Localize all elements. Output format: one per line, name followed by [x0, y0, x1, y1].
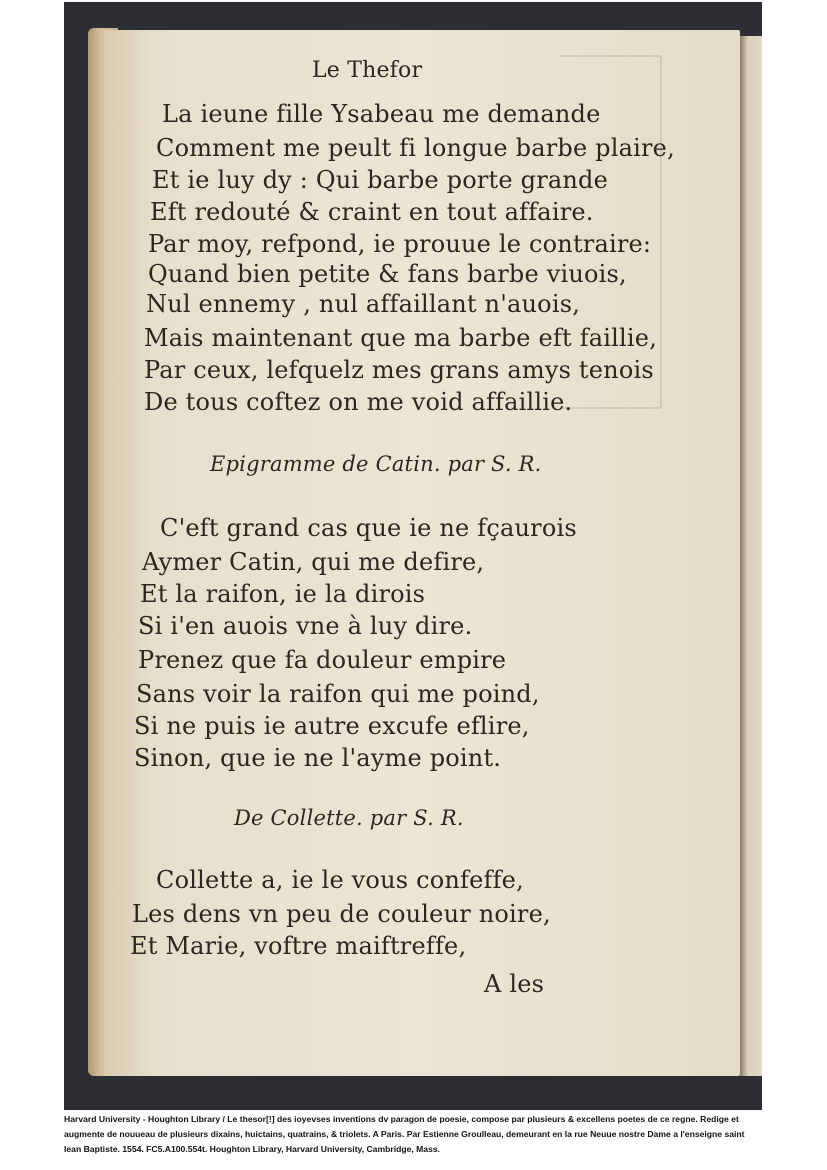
poem2-line: Sinon, que ie ne l'ayme point. [134, 744, 502, 772]
poem2-line: Si ne puis ie autre excufe eflire, [134, 712, 530, 740]
epigram-title-collette: De Collette. par S. R. [234, 806, 464, 830]
poem1-line: Par ceux, lefquelz mes grans amys tenois [144, 356, 654, 384]
running-head: Le Thefor [312, 58, 423, 83]
poem1-line: Nul ennemy , nul affaillant n'auois, [146, 290, 581, 318]
poem1-line: La ieune fille Ysabeau me demande [162, 100, 601, 128]
facing-page-edge [740, 36, 762, 1076]
poem2-line: C'eft grand cas que ie ne fçaurois [160, 514, 577, 542]
library-caption: Harvard University - Houghton Library / Le thesor[!] des ioyevses inventions dv paragon de poesie, compose par plusieurs & excellens poetes de ce regne. Redige et augmente de nouueau de plusieurs dixains, huictains, quatrains, & triolets. A Paris. Par Estienne Groulleau, demeurant en la rue Neuue nostre Dame a l'enseigne saint Iean Baptiste. 1554. FC5.A100.554t. Houghton Library, Harvard University, Cambridge, Mass. [64, 1114, 745, 1154]
poem2-line: Et la raifon, ie la dirois [140, 580, 426, 608]
poem1-line: Comment me peult fi longue barbe plaire, [156, 134, 675, 162]
poem2-line: Sans voir la raifon qui me poind, [136, 680, 540, 708]
catchword: A les [484, 970, 545, 998]
poem3-line: Les dens vn peu de couleur noire, [132, 900, 551, 928]
poem1-line: Mais maintenant que ma barbe eft faillie, [144, 324, 658, 352]
poem2-line: Prenez que fa douleur empire [138, 646, 507, 674]
poem1-line: De tous coftez on me void affaillie. [144, 388, 573, 416]
poem3-line: Collette a, ie le vous confeffe, [156, 866, 524, 894]
poem1-line: Eft redouté & craint en tout affaire. [150, 198, 594, 226]
poem3-line: Et Marie, voftre maiftreffe, [130, 932, 467, 960]
epigram-title-catin: Epigramme de Catin. par S. R. [210, 452, 542, 476]
poem1-line: Quand bien petite & fans barbe viuois, [148, 260, 627, 288]
poem2-line: Aymer Catin, qui me defire, [142, 548, 485, 576]
poem1-line: Par moy, refpond, ie prouue le contraire: [148, 230, 652, 258]
poem2-line: Si i'en auois vne à luy dire. [138, 612, 473, 640]
poem1-line: Et ie luy dy : Qui barbe porte grande [152, 166, 608, 194]
